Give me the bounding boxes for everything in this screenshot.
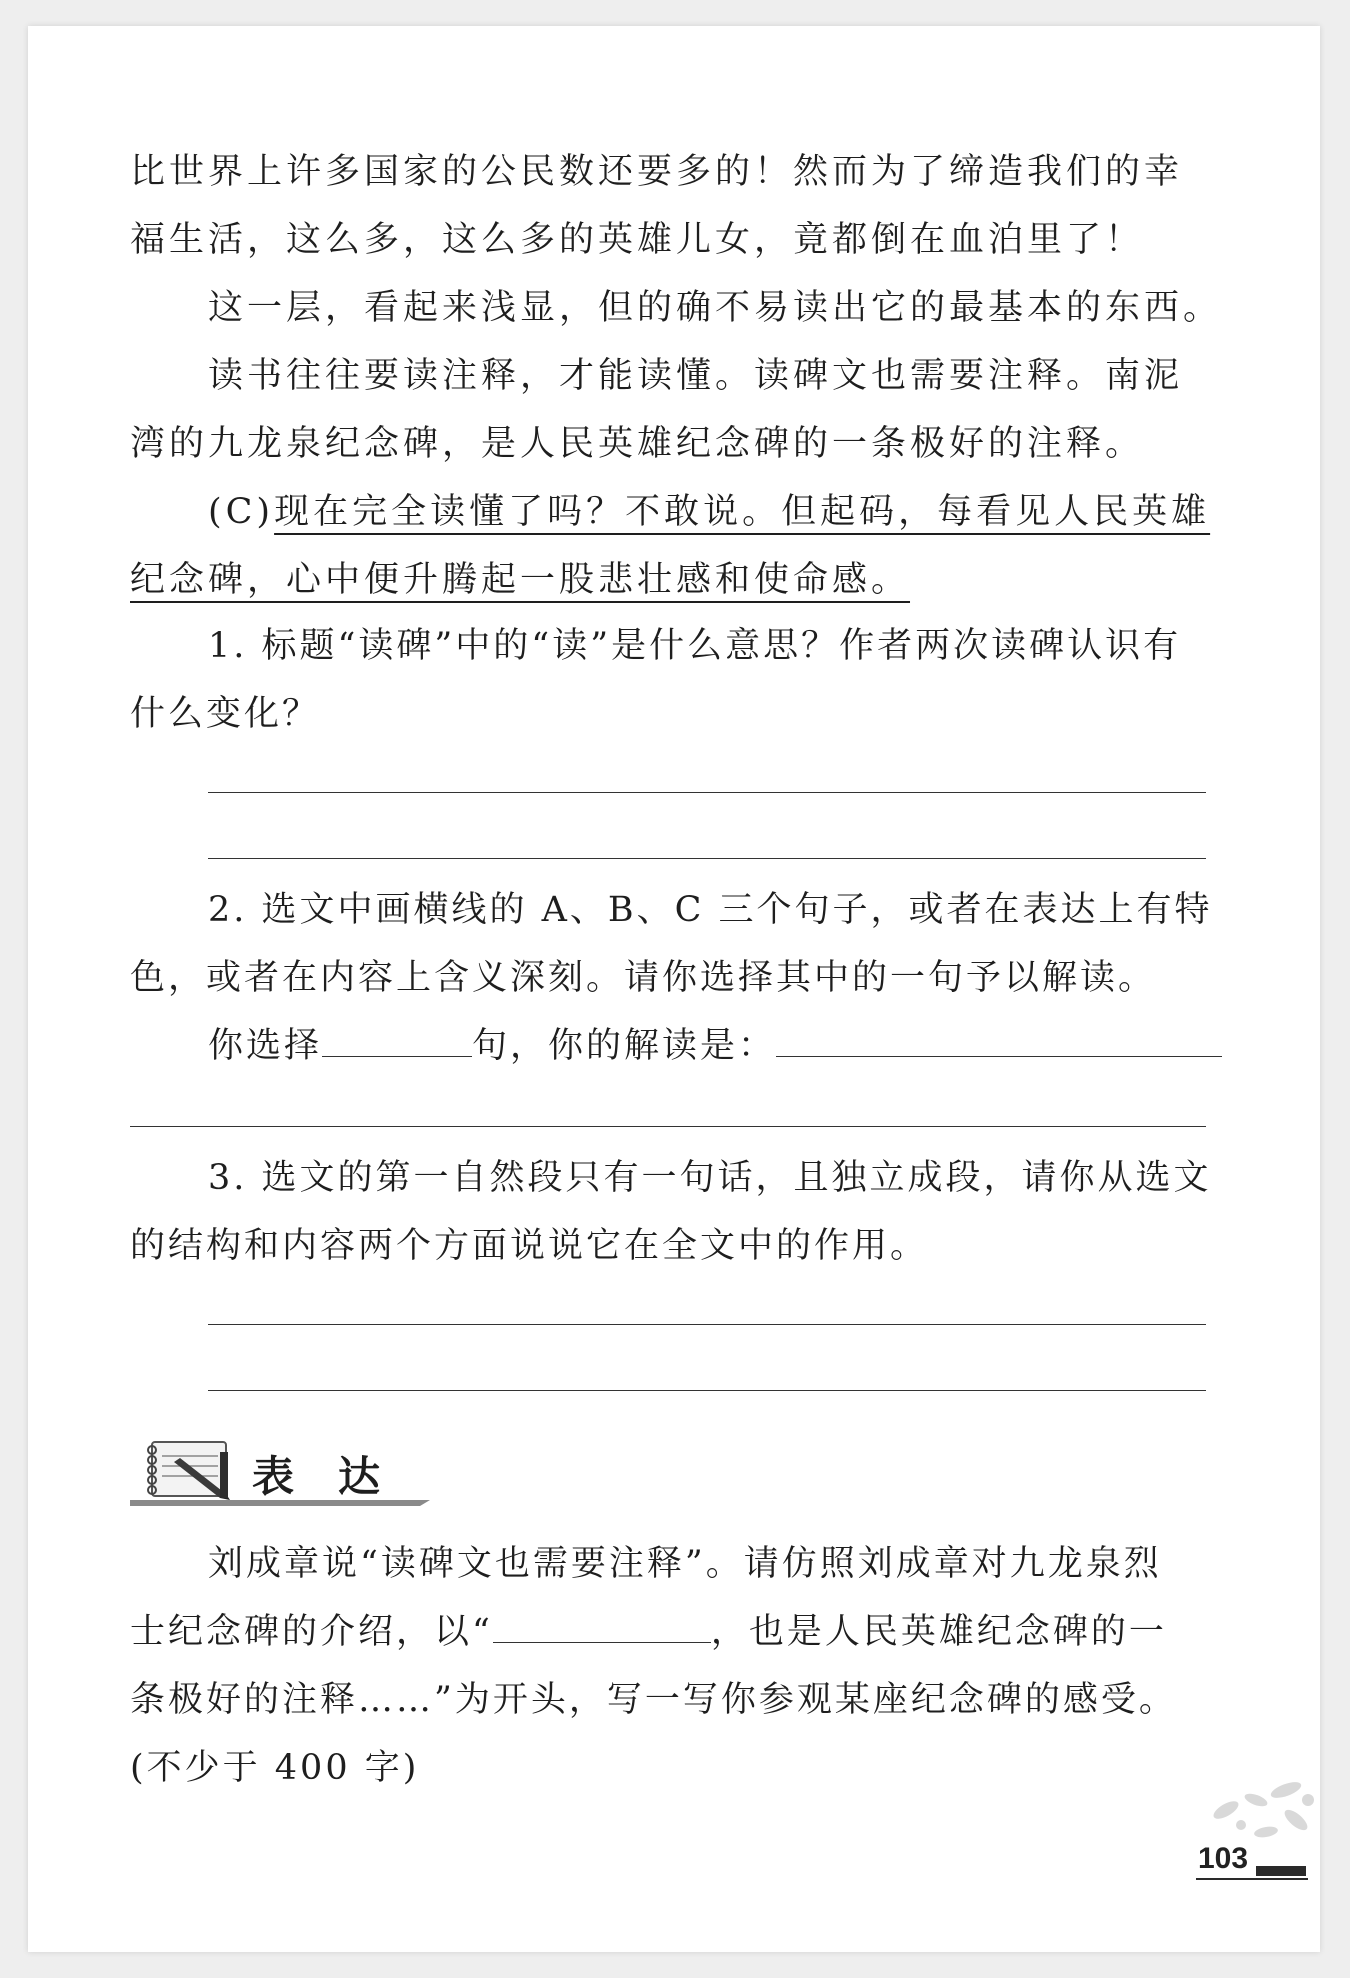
question-text: 2. 选文中画横线的 A、B、C 三个句子，或者在表达上有特 (208, 890, 1213, 930)
question-text: 3. 选文的第一自然段只有一句话，且独立成段，请你从选文 (208, 1158, 1212, 1198)
passage-line: 福生活，这么多，这么多的英雄儿女，竟都倒在血泊里了！ (130, 220, 1145, 260)
passage-block (130, 138, 1223, 614)
answer-line[interactable] (130, 1126, 1206, 1127)
underlined-sentence-c: 现在完全读懂了吗？不敢说。但起码，每看见人民英雄 (274, 492, 1211, 532)
passage-line (130, 546, 1206, 614)
task-text: 士纪念碑的介绍，以“ ，也是人民英雄纪念碑的一 (130, 1598, 1206, 1666)
question-prompt: 你选择 句，你的解读是： (130, 1012, 1206, 1080)
task-requirement: (不少于 400 字) (130, 1748, 420, 1788)
expression-section-heading (130, 1438, 430, 1508)
task-text: 刘成章说“读碑文也需要注释”。请仿照刘成章对九龙泉烈 (208, 1544, 1162, 1584)
underlined-sentence-c: 纪念碑，心中便升腾起一股悲壮感和使命感。 (130, 560, 911, 600)
task-text: 条极好的注释……”为开头，写一写你参观某座纪念碑的感受。 (130, 1680, 1177, 1720)
question-3 (130, 1144, 1212, 1280)
question-1 (130, 612, 1206, 748)
sentence-label-c: (C) (208, 492, 275, 532)
passage-line: 湾的九龙泉纪念碑，是人民英雄纪念碑的一条极好的注释。 (130, 424, 1145, 464)
page-number-underline (1196, 1878, 1308, 1880)
question-2 (130, 876, 1213, 1080)
answer-line[interactable] (208, 858, 1206, 859)
question-text: 色，或者在内容上含义深刻。请你选择其中的一句予以解读。 (130, 958, 1157, 998)
question-text: 什么变化？ (130, 694, 321, 734)
sentence-choice-blank[interactable] (322, 1020, 472, 1057)
answer-line[interactable] (208, 792, 1206, 793)
section-title: 表达 (252, 1452, 425, 1501)
page-number: 103 (1198, 1842, 1249, 1875)
interpretation-blank[interactable] (776, 1020, 1222, 1057)
passage-line: 比世界上许多国家的公民数还要多的！然而为了缔造我们的幸 (130, 152, 1184, 192)
page-number-bar (1256, 1866, 1306, 1876)
passage-line (130, 478, 1211, 546)
passage-line: 读书往往要读注释，才能读懂。读碑文也需要注释。南泥 (208, 356, 1184, 396)
passage-line: 这一层，看起来浅显，但的确不易读出它的最基本的东西。 (208, 288, 1223, 328)
opening-blank[interactable] (493, 1606, 711, 1643)
expression-task (130, 1530, 1206, 1802)
answer-line[interactable] (208, 1390, 1206, 1391)
question-text: 1. 标题“读碑”中的“读”是什么意思？作者两次读碑认识有 (208, 626, 1182, 666)
answer-line[interactable] (208, 1324, 1206, 1325)
question-text: 的结构和内容两个方面说说它在全文中的作用。 (130, 1226, 929, 1266)
